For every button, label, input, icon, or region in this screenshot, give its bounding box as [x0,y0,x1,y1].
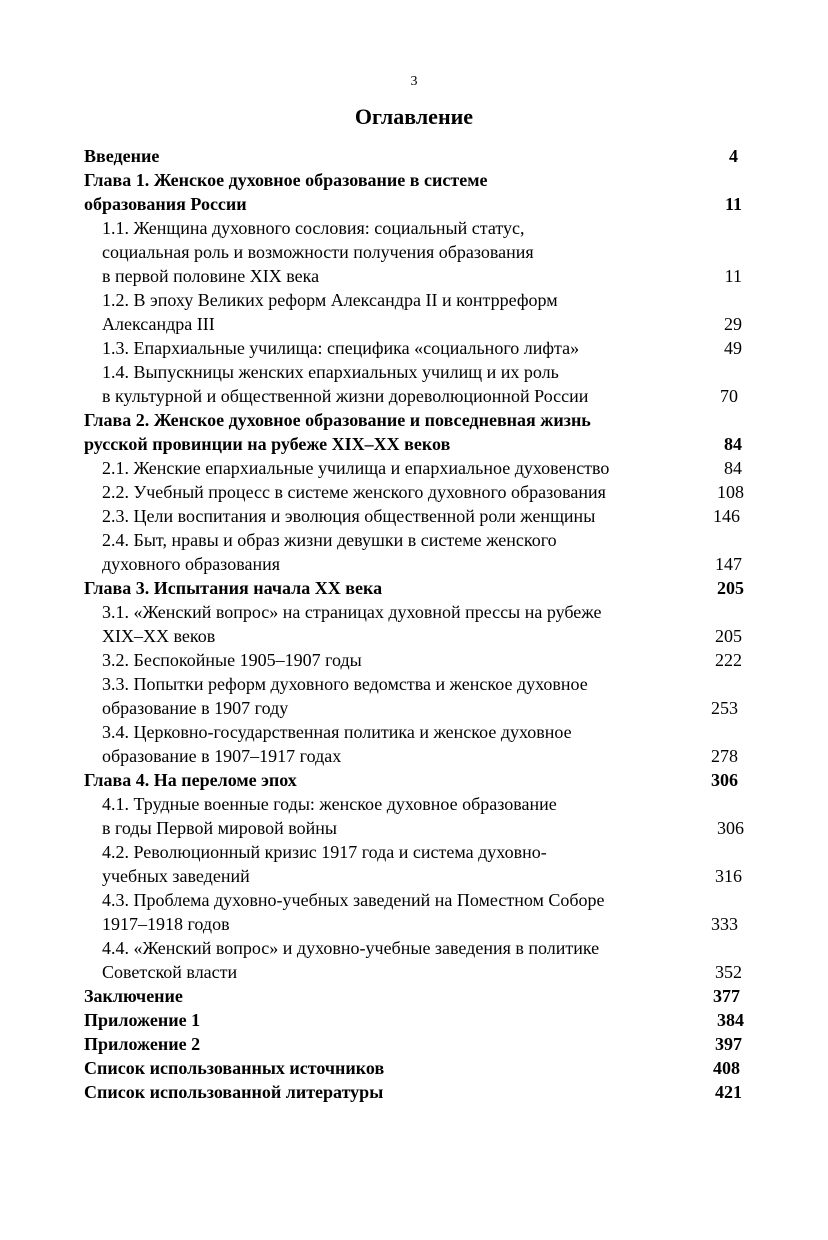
entry-title-line: образование в 1907 году [102,698,289,718]
toc-chapter-entry [84,1056,746,1080]
toc-title: Оглавление [354,104,474,129]
toc-chapter-entry [84,1080,746,1104]
entry-title [84,984,746,1008]
entry-title-line: 4.4. «Женский вопрос» и духовно-учебные заведения в политике [102,938,600,958]
entry-title [102,456,746,480]
toc-section-entry [84,216,746,288]
toc-chapter-entry [84,408,746,456]
entry-title-line: 1917–1918 годов [102,914,230,934]
entry-title [102,600,746,648]
entry-page-number: 397 [715,1034,742,1054]
entry-title [84,1032,746,1056]
entry-title-line: 1.4. Выпускницы женских епархиальных училищ и их роль [102,362,559,382]
toc-section-entry [84,360,746,408]
entry-title [102,336,746,360]
entry-title-line: Александра III [102,314,215,334]
entry-title-line: Введение [84,146,160,166]
entry-title-line: Советской власти [102,962,238,982]
entry-page-number: 4 [729,146,738,166]
entry-title-line: Список использованных источников [84,1058,385,1078]
entry-title [102,792,746,840]
entry-title [102,216,746,288]
entry-title-line: 3.3. Попытки реформ духовного ведомства и женское духовное [102,674,588,694]
entry-title [102,288,746,336]
entry-title [102,720,746,768]
toc-section-entry [84,456,746,480]
entry-page-number: 253 [711,698,738,718]
toc-chapter-entry [84,576,746,600]
entry-title [102,840,746,888]
entry-page-number: 377 [713,986,740,1006]
entry-title-line: учебных заведений [102,866,250,886]
entry-title-line: Заключение [84,986,183,1006]
toc-section-entry [84,840,746,888]
entry-page-number: 222 [715,650,742,670]
entry-page-number: 108 [717,482,744,502]
entry-page-number: 29 [724,314,742,334]
entry-title [102,528,746,576]
table-of-contents [84,144,746,1104]
entry-title [102,480,746,504]
entry-title [102,936,746,984]
entry-title-line: 4.1. Трудные военные годы: женское духовное образование [102,794,557,814]
toc-section-entry [84,504,746,528]
entry-page-number: 205 [715,626,742,646]
entry-page-number: 316 [715,866,742,886]
entry-title-line: 1.2. В эпоху Великих реформ Александра II и контрреформ [102,290,558,310]
toc-section-entry [84,336,746,360]
toc-chapter-entry [84,144,746,168]
entry-title-line: духовного образования [102,554,280,574]
entry-page-number: 333 [711,914,738,934]
toc-section-entry [84,528,746,576]
entry-title-line: Глава 1. Женское духовное образование в системе [84,170,488,190]
entry-title [84,768,746,792]
entry-page-number: 147 [715,554,742,574]
entry-title-line: 4.2. Революционный кризис 1917 года и система духовно- [102,842,547,862]
toc-section-entry [84,480,746,504]
entry-title [102,888,746,936]
toc-section-entry [84,888,746,936]
entry-title-line: Глава 4. На переломе эпох [84,770,297,790]
entry-page-number: 146 [713,506,740,526]
entry-page-number: 384 [717,1010,744,1030]
toc-section-entry [84,672,746,720]
entry-page-number: 408 [713,1058,740,1078]
entry-title-line: в годы Первой мировой войны [102,818,337,838]
entry-title-line: в культурной и общественной жизни дореволюционной России [102,386,589,406]
entry-title-line: Глава 2. Женское духовное образование и повседневная жизнь [84,410,591,430]
entry-title-line: русской провинции на рубеже XIX–XX веков [84,434,451,454]
toc-chapter-entry [84,984,746,1008]
entry-page-number: 421 [715,1082,742,1102]
entry-title [102,672,746,720]
entry-title-line: 4.3. Проблема духовно-учебных заведений на Поместном Соборе [102,890,605,910]
entry-title-line: 3.4. Церковно-государственная политика и женское духовное [102,722,572,742]
entry-title [102,648,746,672]
entry-title-line: 1.3. Епархиальные училища: специфика «социального лифта» [102,338,580,358]
toc-section-entry [84,792,746,840]
toc-chapter-entry [84,168,746,216]
entry-title-line: XIX–XX веков [102,626,216,646]
entry-page-number: 205 [717,578,744,598]
entry-title [84,1008,746,1032]
entry-title [84,1080,746,1104]
entry-title-line: социальная роль и возможности получения образования [102,242,534,262]
entry-page-number: 84 [724,458,742,478]
entry-title [84,1056,746,1080]
entry-page-number: 278 [711,746,738,766]
entry-title-line: в первой половине XIX века [102,266,320,286]
toc-chapter-entry [84,1032,746,1056]
entry-page-number: 306 [717,818,744,838]
entry-page-number: 352 [715,962,742,982]
entry-title-line: 3.1. «Женский вопрос» на страницах духовной прессы на рубеже [102,602,602,622]
entry-title-line: Приложение 2 [84,1034,201,1054]
entry-page-number: 11 [724,266,742,286]
toc-section-entry [84,936,746,984]
toc-section-entry [84,720,746,768]
entry-title-line: Приложение 1 [84,1010,201,1030]
entry-title-line: образование в 1907–1917 годах [102,746,342,766]
entry-page-number: 70 [720,386,738,406]
entry-title-line: 2.3. Цели воспитания и эволюция общественной роли женщины [102,506,596,526]
page-number: 3 [410,74,418,89]
entry-title [84,144,746,168]
toc-chapter-entry [84,1008,746,1032]
entry-title-line: образования России [84,194,247,214]
entry-title [84,576,746,600]
entry-title [84,168,746,216]
toc-section-entry [84,288,746,336]
toc-section-entry [84,648,746,672]
entry-page-number: 84 [724,434,742,454]
entry-page-number: 306 [711,770,738,790]
toc-section-entry [84,600,746,648]
entry-title-line: 2.4. Быт, нравы и образ жизни девушки в системе женского [102,530,557,550]
entry-page-number: 49 [724,338,742,358]
entry-title-line: Список использованной литературы [84,1082,384,1102]
entry-title-line: 1.1. Женщина духовного сословия: социальный статус, [102,218,525,238]
entry-title-line: 2.2. Учебный процесс в системе женского духовного образования [102,482,606,502]
entry-title [102,360,746,408]
toc-chapter-entry [84,768,746,792]
entry-title [102,504,746,528]
entry-title-line: 3.2. Беспокойные 1905–1907 годы [102,650,362,670]
entry-page-number: 11 [724,194,742,214]
entry-title-line: 2.1. Женские епархиальные училища и епархиальное духовенство [102,458,610,478]
entry-title [84,408,746,456]
entry-title-line: Глава 3. Испытания начала XX века [84,578,383,598]
